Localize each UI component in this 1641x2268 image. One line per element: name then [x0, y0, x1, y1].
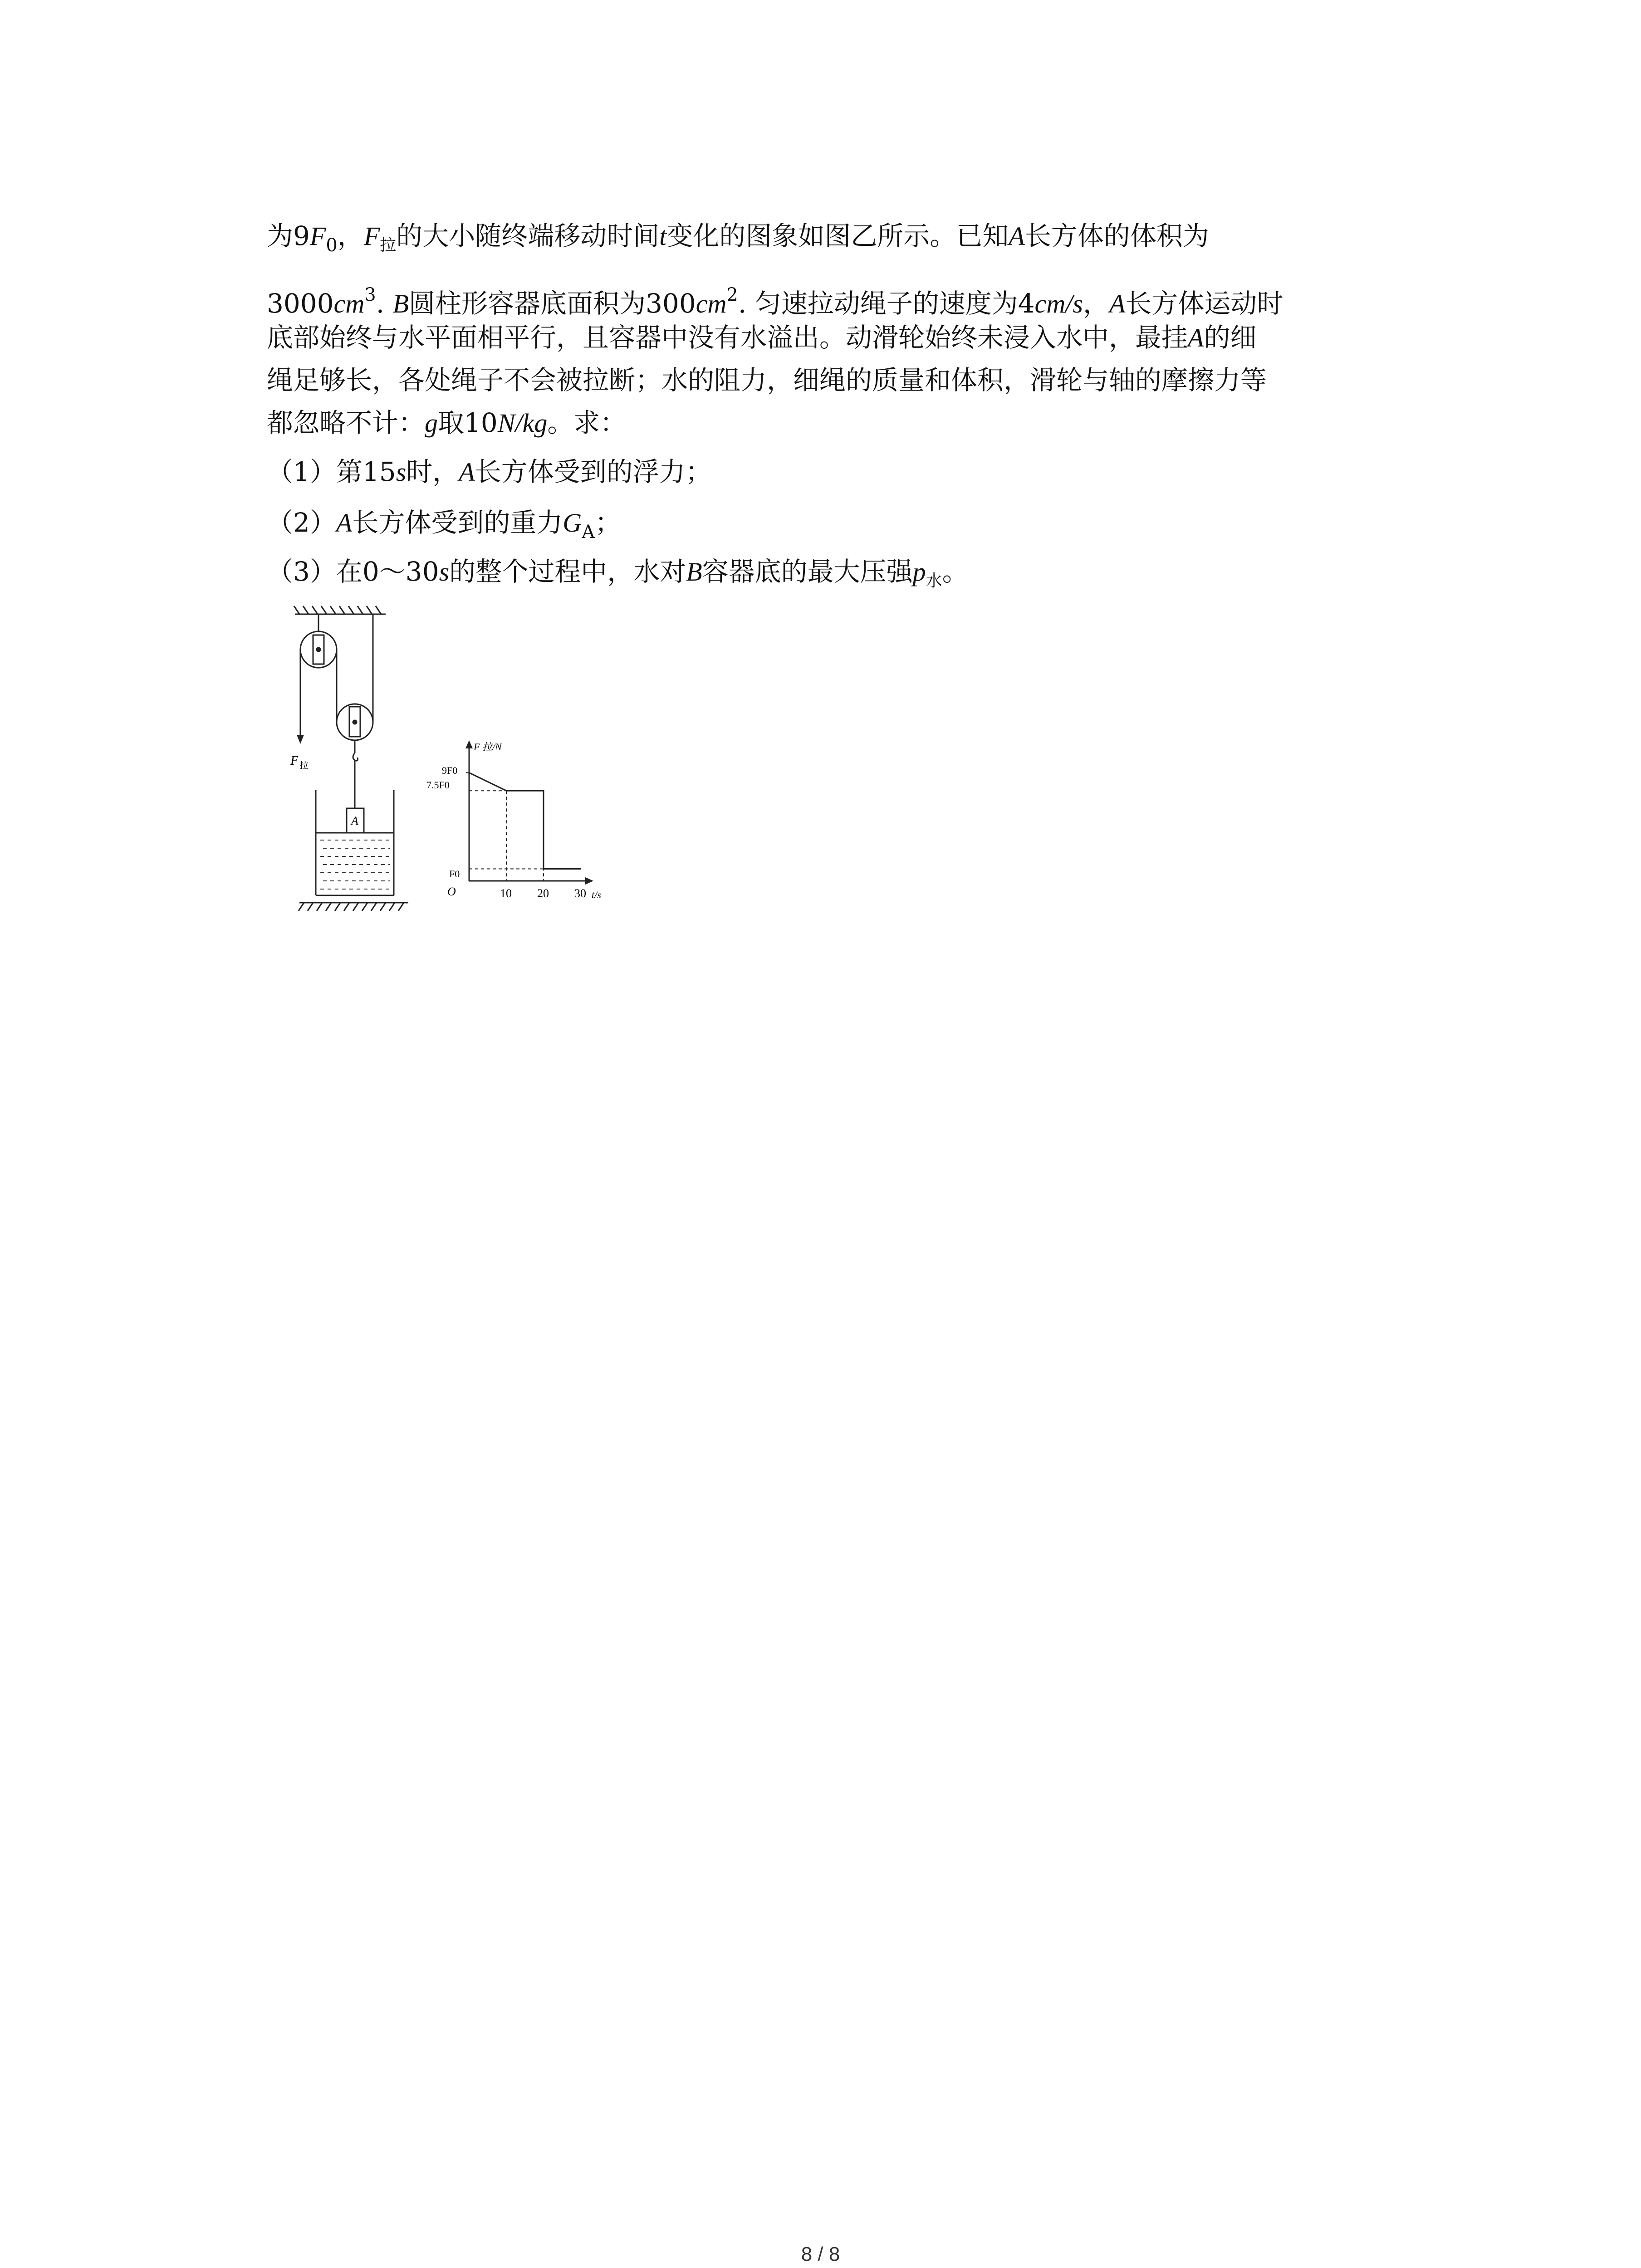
y-axis-arrow: [465, 740, 473, 748]
origin-label: O: [447, 885, 456, 898]
ground: [299, 903, 408, 911]
pull-force-sub: 拉: [299, 761, 309, 771]
question-3: （3）在0～30s的整个过程中，水对B容器底的最大压强$p_水$。: [267, 556, 969, 590]
x-axis-arrow: [585, 877, 593, 885]
block-a-label: A: [351, 814, 358, 827]
text-line-2: $3000cm^3$. B圆柱形容器底面积为$300cm^2$. 匀速拉动绳子的速度为4cm/s，A长方体运动时: [267, 284, 1283, 319]
text-line-5: 都忽略不计：g取10N/kg。求：: [267, 407, 627, 438]
figure-panel: [290, 603, 662, 914]
pull-force-label: F: [290, 754, 299, 768]
text-line-3: 底部始终与水平面相平行，且容器中没有水溢出。动滑轮始终未浸入水中，最挂A的细: [267, 322, 1257, 353]
force-series-line: [469, 773, 581, 869]
y-tick-f0: F0: [449, 868, 460, 880]
x-tick-30: 30: [574, 887, 586, 900]
question-2: （2）A长方体受到的重力$G_A$；: [267, 507, 622, 543]
figure-svg: [290, 603, 662, 912]
ceiling: [294, 606, 386, 614]
x-tick-10: 10: [500, 887, 512, 900]
question-1: （1）第15s时，A长方体受到的浮力；: [267, 456, 712, 487]
text-line-4: 绳足够长，各处绳子不会被拉断；水的阻力，细绳的质量和体积，滑轮与轴的摩擦力等: [267, 365, 1267, 396]
y-axis-label: F 拉/N: [474, 741, 502, 753]
water: [320, 840, 390, 889]
pull-arrow: [297, 735, 304, 744]
fixed-pulley: [300, 614, 337, 668]
text-line-1: 为$9F_0$，$F_拉$的大小随终端移动时间t变化的图象如图乙所示。已知A长方体的体积为: [267, 220, 1209, 256]
y-tick-9f0: 9F0: [442, 765, 458, 776]
y-tick-7-5f0: 7.5F0: [426, 779, 450, 791]
x-tick-20: 20: [537, 887, 549, 900]
x-axis-label: t/s: [592, 889, 601, 900]
force-time-graph: [426, 740, 601, 900]
page-number: 8 / 8: [801, 2243, 840, 2265]
movable-pulley: [337, 704, 373, 808]
